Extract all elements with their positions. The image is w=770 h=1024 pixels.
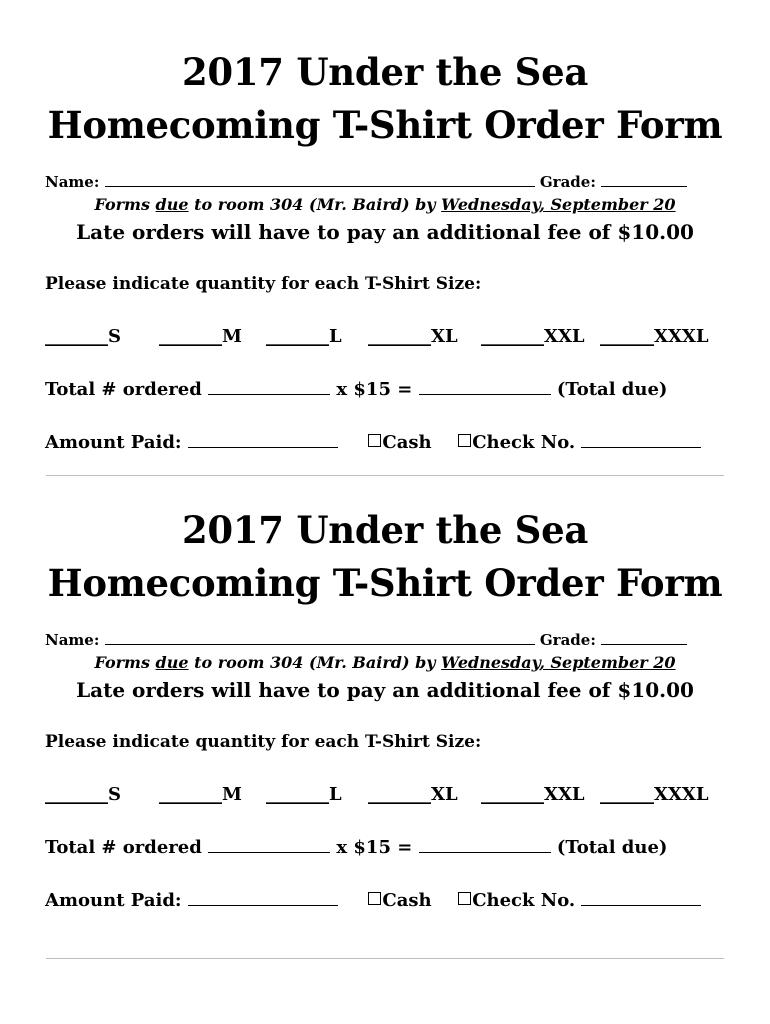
due-date: Wednesday, September 20 <box>441 653 676 672</box>
amount-paid-field[interactable] <box>188 890 338 906</box>
amount-paid-label: Amount Paid: <box>45 890 182 911</box>
form-title-line1: 2017 Under the Sea <box>181 508 589 552</box>
size-m-field[interactable]: _______M <box>159 784 242 805</box>
name-grade-row <box>45 172 687 191</box>
order-form-2 <box>0 458 770 938</box>
size-xxl-field[interactable]: _______XXL <box>481 326 585 347</box>
size-xl-field[interactable]: _______XL <box>368 326 458 347</box>
form-title-line2: Homecoming T-Shirt Order Form <box>47 103 723 147</box>
form-title-line1: 2017 Under the Sea <box>181 50 589 94</box>
order-form-1 <box>0 0 770 480</box>
late-fee-notice: Late orders will have to pay an additional fee of $10.00 <box>76 220 694 244</box>
cash-checkbox[interactable] <box>368 892 381 905</box>
cash-label: Cash <box>382 890 432 911</box>
name-grade-row <box>45 630 687 649</box>
total-row <box>45 379 667 400</box>
due-word: due <box>155 195 189 214</box>
cash-checkbox[interactable] <box>368 434 381 447</box>
quantity-prompt: Please indicate quantity for each T-Shirt Size: <box>45 732 482 752</box>
check-no-label: Check No. <box>472 890 576 911</box>
size-xl-field[interactable]: _______XL <box>368 784 458 805</box>
total-due-field[interactable] <box>419 379 551 395</box>
size-m-field[interactable]: _______M <box>159 326 242 347</box>
payment-row <box>45 432 701 453</box>
grade-field[interactable] <box>601 172 687 187</box>
name-field[interactable] <box>105 630 535 645</box>
size-xxl-field[interactable]: _______XXL <box>481 784 585 805</box>
name-field[interactable] <box>105 172 535 187</box>
total-ordered-field[interactable] <box>208 837 330 853</box>
price-label: x $15 = <box>336 837 413 858</box>
form-title-line2: Homecoming T-Shirt Order Form <box>47 561 723 605</box>
check-checkbox[interactable] <box>458 892 471 905</box>
grade-label: Grade: <box>539 631 596 649</box>
due-text: Forms <box>94 653 156 672</box>
size-l-field[interactable]: _______L <box>266 784 342 805</box>
bottom-divider <box>46 958 724 959</box>
size-l-field[interactable]: _______L <box>266 326 342 347</box>
check-no-label: Check No. <box>472 432 576 453</box>
grade-label: Grade: <box>539 173 596 191</box>
cash-label: Cash <box>382 432 432 453</box>
due-room-text: to room 304 (Mr. Baird) by <box>188 195 442 214</box>
name-label: Name: <box>45 631 100 649</box>
due-room-text: to room 304 (Mr. Baird) by <box>188 653 442 672</box>
total-row <box>45 837 667 858</box>
due-notice <box>0 653 770 672</box>
size-xxxl-field[interactable]: ______XXXL <box>600 784 709 805</box>
total-ordered-field[interactable] <box>208 379 330 395</box>
grade-field[interactable] <box>601 630 687 645</box>
check-checkbox[interactable] <box>458 434 471 447</box>
total-ordered-label: Total # ordered <box>45 837 202 858</box>
total-due-label: (Total due) <box>556 837 668 858</box>
total-ordered-label: Total # ordered <box>45 379 202 400</box>
due-date: Wednesday, September 20 <box>441 195 676 214</box>
price-label: x $15 = <box>336 379 413 400</box>
amount-paid-label: Amount Paid: <box>45 432 182 453</box>
size-s-field[interactable]: _______S <box>45 784 121 805</box>
late-fee-notice: Late orders will have to pay an additional fee of $10.00 <box>76 678 694 702</box>
total-due-field[interactable] <box>419 837 551 853</box>
size-xxxl-field[interactable]: ______XXXL <box>600 326 709 347</box>
payment-row <box>45 890 701 911</box>
size-s-field[interactable]: _______S <box>45 326 121 347</box>
check-number-field[interactable] <box>581 432 701 448</box>
amount-paid-field[interactable] <box>188 432 338 448</box>
quantity-prompt: Please indicate quantity for each T-Shirt Size: <box>45 274 482 294</box>
due-notice <box>0 195 770 214</box>
name-label: Name: <box>45 173 100 191</box>
total-due-label: (Total due) <box>556 379 668 400</box>
due-text: Forms <box>94 195 156 214</box>
check-number-field[interactable] <box>581 890 701 906</box>
due-word: due <box>155 653 189 672</box>
